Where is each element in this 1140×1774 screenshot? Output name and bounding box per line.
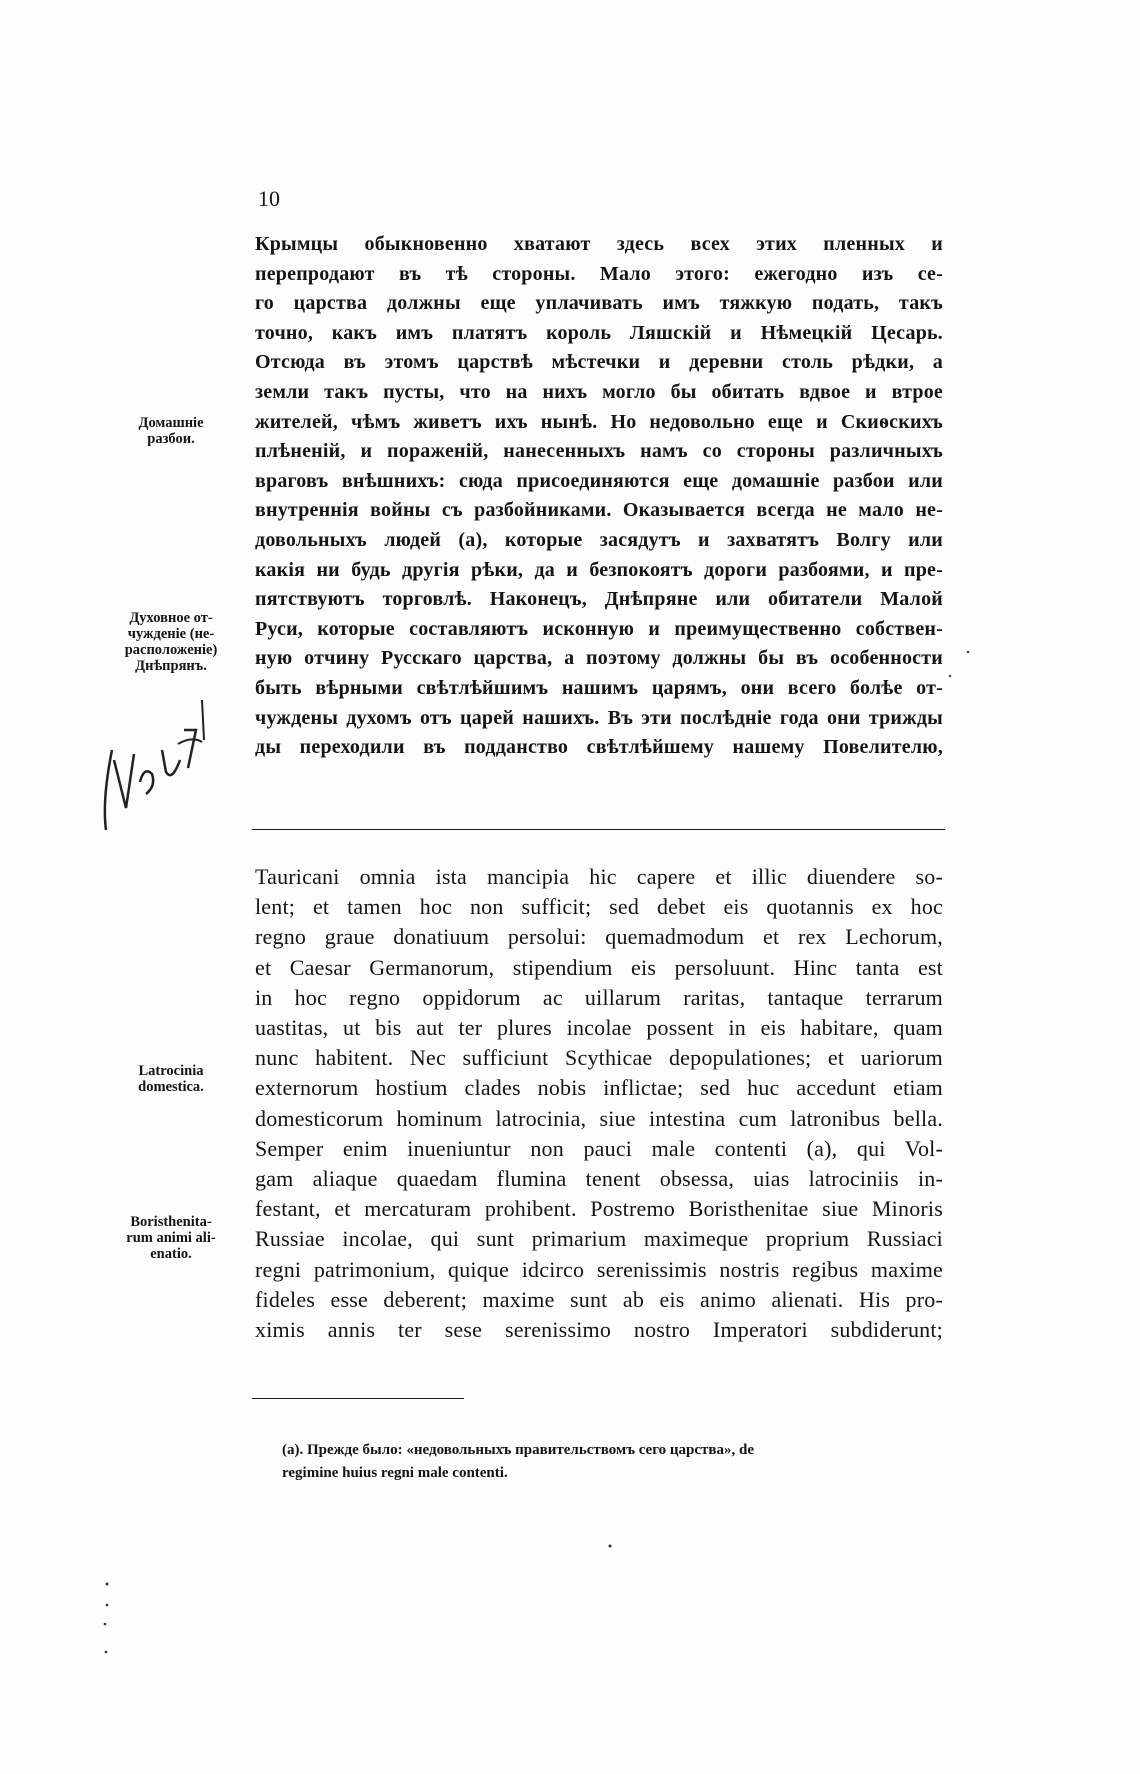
text-line: Отсюда въ этомъ царствѣ мѣстечки и деревни столь рѣдки, а (255, 351, 943, 374)
text-line: Крымцы обыкновенно хватают здесь всех этих пленных и (255, 233, 943, 255)
text-line: ximis annis ter sese serenissimo nostro Imperatori subdiderunt; (255, 1317, 943, 1342)
text-line: враговъ внѣшнихъ: сюда присоединяются еще домашніе разбои или (255, 469, 943, 492)
text-line: го царства должны еще уплачивать имъ тяжкую подать, такъ (255, 292, 943, 315)
text-line: плѣненій, и пораженій, нанесенныхъ намъ со стороны различныхъ (255, 440, 943, 463)
handwritten-scribble-image (92, 690, 242, 840)
margin-note-la-domestic-robbery (106, 1063, 236, 1095)
text-line: domesticorum hominum latrocinia, siue intestina cum latronibus bella. (255, 1105, 943, 1131)
text-line: перепродают въ тѣ стороны. Мало этого: ежегодно изъ се- (255, 262, 943, 285)
handwriting-annotation (92, 690, 242, 840)
margin-line: Домашніе (138, 415, 204, 431)
footnote-rule (252, 1398, 464, 1399)
text-line: довольныхъ людей (а), которые засядутъ и захватятъ Волгу или (255, 529, 943, 551)
text-line: nunc habitent. Nec sufficiunt Scythicae depopulationes; et uariorum (255, 1045, 943, 1071)
margin-note-ru-alienation (106, 610, 236, 674)
text-line: regni patrimonium, quique idcirco serenissimis nostris regibus maxime (255, 1256, 943, 1282)
text-line: земли такъ пусты, что на нихъ могло бы обитать вдвое и втрое (255, 381, 943, 403)
text-line: Руси, которые составляютъ исконную и преимущественно собствен- (255, 617, 943, 640)
text-line: жителей, чѣмъ живетъ ихъ нынѣ. Но недовольно еще и Скиѳскихъ (255, 410, 943, 433)
text-line: какія ни будь другія рѣки, да и безпокоятъ дороги разбоями, и пре- (255, 558, 943, 581)
text-line: externorum hostium clades nobis inflictae; sed huc accedunt etiam (255, 1075, 943, 1101)
text-line: Russiae incolae, qui sunt primarium maximeque proprium Russiaci (255, 1226, 943, 1252)
text-line: ды переходили въ подданство свѣтлѣйшему нашему Повелителю, (255, 736, 943, 759)
text-line: lent; et tamen hoc non sufficit; sed debet eis quotannis ex hoc (255, 894, 943, 920)
text-line: Semper enim inueniuntur non pauci male contenti (a), qui Vol- (255, 1135, 943, 1161)
margin-line: Boristhenita- (130, 1214, 212, 1230)
footnote-line-1: (а). Прежде было: «недовольныхъ правительствомъ сего царства», de (282, 1442, 754, 1458)
text-line: ную отчину Русскаго царства, а поэтому должны бы въ особенности (255, 647, 943, 670)
margin-note-ru-domestic-robbery (106, 415, 236, 447)
text-line: fideles esse deberent; maxime sunt ab eis animo alienati. His pro- (255, 1286, 943, 1312)
footnote-line-2: regimine huius regni male contenti. (282, 1465, 508, 1481)
text-line: внутреннія войны съ разбойниками. Оказывается всегда не мало не- (255, 499, 943, 522)
margin-line: расположеніе) (124, 642, 218, 658)
text-line: festant, et mercaturam prohibent. Postremo Boristhenitae siue Minoris (255, 1196, 943, 1222)
page-number: 10 (258, 186, 280, 211)
margin-line: enatio. (150, 1246, 192, 1262)
text-line: Tauricani omnia ista mancipia hic capere et illic diuendere so- (255, 864, 943, 889)
text-line: быть вѣрными свѣтлѣйшимъ нашимъ царямъ, они всего болѣе от- (255, 677, 943, 699)
text-line: чуждены духомъ отъ царей нашихъ. Въ эти послѣдніе года они трижды (255, 706, 943, 729)
upper-section-rule (252, 829, 945, 830)
text-line: gam aliaque quaedam flumina tenent obsessa, uias latrociniis in- (255, 1166, 943, 1191)
margin-note-la-alienation (106, 1214, 236, 1262)
margin-line: rum animi ali- (126, 1230, 216, 1246)
text-line: пятствуютъ торговлѣ. Наконецъ, Днѣпряне или обитатели Малой (255, 588, 943, 611)
margin-line: domestica. (138, 1079, 204, 1095)
margin-line: Днѣпрянъ. (135, 658, 207, 674)
text-line: uastitas, ut bis aut ter plures incolae possent in eis habitare, quam (255, 1015, 943, 1040)
text-line: regno graue donatiuum persolui: quemadmodum et rex Lechorum, (255, 924, 943, 950)
margin-line: чужденіе (не- (127, 626, 215, 642)
text-line: in hoc regno oppidorum ac uillarum raritas, tantaque terrarum (255, 984, 943, 1010)
margin-line: Духовное от- (129, 610, 213, 626)
margin-line: разбои. (147, 431, 195, 447)
text-line: точно, какъ имъ платятъ король Ляшскій и Нѣмецкій Цесарь. (255, 321, 943, 344)
text-line: et Caesar Germanorum, stipendium eis persoluunt. Hinc tanta est (255, 954, 943, 980)
margin-line: Latrocinia (138, 1063, 204, 1079)
